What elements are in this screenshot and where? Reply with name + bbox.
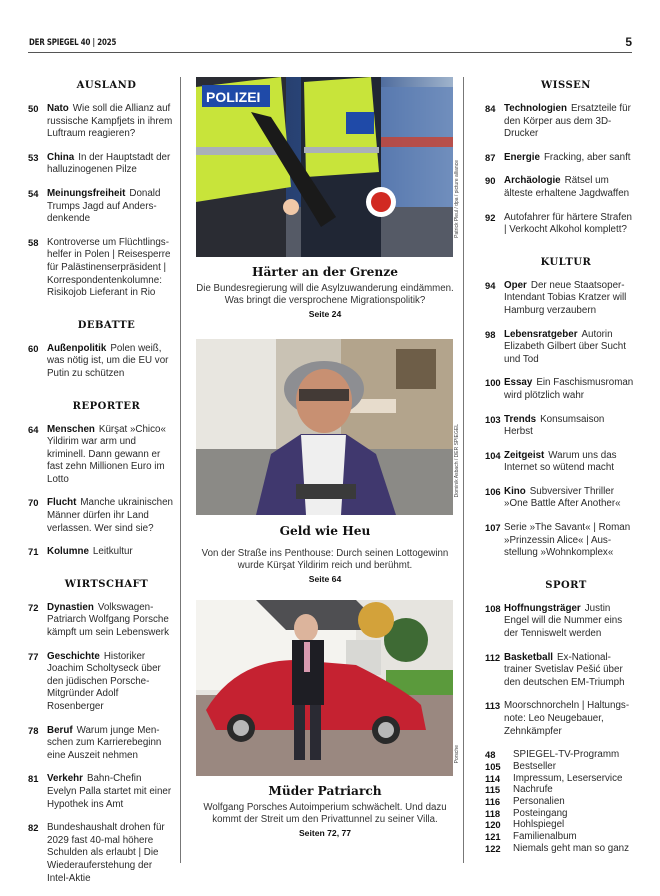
- story-mueder-patriarch[interactable]: [190, 784, 460, 838]
- masthead: DER SPIEGEL 40 | 2025: [29, 38, 117, 48]
- entry-text: [504, 152, 635, 165]
- photo-lotto-winner: [196, 339, 453, 515]
- entry-text: [47, 602, 173, 640]
- photo-credit: Dominik Asbach / DER SPIEGEL: [454, 424, 460, 498]
- toc-entry[interactable]: [28, 822, 173, 885]
- entry-keyword: Dynastien: [47, 601, 94, 613]
- toc-entry[interactable]: [485, 450, 635, 475]
- entry-description: Autofahrer für härtere Strafen | Verkocht Alkohol komplett?: [504, 211, 632, 236]
- entry-text: [504, 603, 635, 641]
- entry-page-number: 78: [28, 724, 39, 736]
- misc-page-number: 121: [485, 831, 501, 843]
- misc-page-number: 120: [485, 819, 501, 831]
- story-page-ref: Seiten 72, 77: [298, 827, 352, 838]
- misc-list-item[interactable]: [485, 808, 635, 820]
- misc-list-item[interactable]: [485, 796, 635, 808]
- misc-label: Personalien: [513, 796, 565, 807]
- entry-page-number: 106: [485, 485, 501, 497]
- column-divider-left: [180, 77, 181, 863]
- toc-entry[interactable]: [485, 700, 635, 738]
- misc-list-item[interactable]: [485, 749, 635, 761]
- entry-text: [504, 652, 635, 690]
- entry-page-number: 84: [485, 103, 496, 114]
- toc-entry[interactable]: [485, 280, 635, 318]
- entry-page-number: 50: [28, 103, 39, 114]
- entry-page-number: 112: [485, 651, 501, 663]
- entry-description: Rätsel um älteste erhaltene Jagdwaffen: [504, 175, 630, 199]
- toc-entry[interactable]: [28, 497, 173, 535]
- entry-description: Subversiver Thriller »One Battle After Another«: [504, 485, 621, 510]
- entry-text: [504, 329, 635, 367]
- entry-keyword: Meinungsfreiheit: [47, 187, 126, 199]
- left-column: [28, 80, 173, 896]
- entry-text: [47, 546, 173, 559]
- entry-text: [504, 414, 635, 439]
- entry-page-number: 77: [28, 650, 39, 662]
- toc-entry[interactable]: [28, 237, 173, 300]
- entry-text: [504, 280, 635, 318]
- entry-text: [47, 103, 173, 141]
- story-page-ref: Seite 64: [308, 573, 342, 584]
- entry-text: [504, 175, 635, 200]
- entry-page-number: 103: [485, 413, 501, 425]
- entry-description: Leitkultur: [92, 546, 133, 558]
- toc-entry[interactable]: [485, 212, 635, 237]
- entry-page-number: 108: [485, 602, 501, 614]
- entry-page-number: 87: [485, 151, 496, 163]
- toc-entry[interactable]: [28, 725, 173, 763]
- entry-text: [504, 522, 635, 560]
- toc-entry[interactable]: [485, 329, 635, 367]
- section-title: WISSEN: [541, 80, 591, 91]
- misc-list-item[interactable]: [485, 843, 635, 855]
- entry-description: Serie »The Savant« | Roman »Prinzessin Alice« | Ausstellung »Wohnkomplex«: [504, 522, 631, 559]
- misc-list: [485, 749, 635, 854]
- toc-entry[interactable]: [28, 103, 173, 141]
- misc-page-number: 122: [485, 842, 501, 854]
- entry-description: Polen weiß, was nötig ist, um die EU vor Putin zu schützen: [47, 342, 169, 379]
- entry-keyword: Energie: [504, 151, 540, 163]
- misc-list-item[interactable]: [485, 761, 635, 773]
- entry-text: [47, 725, 173, 763]
- section-title: REPORTER: [72, 400, 141, 412]
- entry-description: Autorin Elizabeth Gilbert über Sucht und Tod: [504, 328, 626, 365]
- entry-text: [504, 450, 635, 475]
- entry-page-number: 70: [28, 497, 39, 509]
- entry-keyword: Geschichte: [47, 650, 100, 662]
- entry-description: Warum junge Menschen zum Karrierebeginn eine Auszeit nehmen: [47, 724, 162, 761]
- misc-list-item[interactable]: [485, 819, 635, 831]
- entry-text: [47, 237, 173, 300]
- misc-page-number: 48: [485, 749, 496, 761]
- toc-entry[interactable]: [485, 486, 635, 511]
- section-title: KULTUR: [540, 256, 592, 268]
- story-border[interactable]: [190, 265, 460, 319]
- entry-description: Ersatzteile für den Körper aus dem 3D-Drucker: [504, 103, 631, 140]
- misc-label: SPIEGEL-TV-Programm: [513, 749, 620, 761]
- misc-page-number: 118: [485, 807, 501, 819]
- entry-text: [47, 773, 173, 811]
- entry-keyword: Kolumne: [47, 546, 89, 558]
- story-dek: Von der Straße ins Penthouse: Durch seinen Lottogewinn wurde Kürşat Yildirim reich und berühmt.: [201, 548, 449, 572]
- photo-porsche-villa: [196, 600, 453, 776]
- misc-list-item[interactable]: [485, 831, 635, 843]
- page-header: [28, 37, 632, 53]
- entry-keyword: Beruf: [47, 724, 73, 736]
- toc-entry[interactable]: [485, 152, 635, 165]
- entry-page-number: 100: [485, 377, 501, 389]
- entry-text: [47, 152, 173, 177]
- misc-label: Posteingang: [513, 807, 568, 819]
- entry-text: [47, 424, 173, 487]
- entry-description: Ex-Nationaltrainer Svetislav Pešić über den deutschen EM-Triumph: [504, 651, 625, 688]
- toc-entry[interactable]: [28, 343, 173, 381]
- entry-keyword: Kino: [504, 485, 526, 497]
- entry-page-number: 113: [485, 700, 501, 712]
- entry-text: [504, 486, 635, 511]
- entry-keyword: Archäologie: [504, 175, 561, 187]
- entry-keyword: Basketball: [504, 651, 554, 663]
- entry-page-number: 98: [485, 328, 496, 340]
- entry-description: Fracking, aber sanft: [543, 151, 631, 163]
- toc-entry[interactable]: [28, 602, 173, 640]
- entry-page-number: 81: [28, 773, 39, 785]
- entry-page-number: 104: [485, 449, 501, 461]
- entry-text: [47, 651, 173, 714]
- section-title: DEBATTE: [77, 319, 136, 331]
- entry-description: Kontroverse um Flüchtlingshelfer in Polen | Reisesperre für Palästinenserpräsident | Korrespondentenkolumne: Risikojob Lieferant in Rio: [47, 236, 171, 299]
- entry-page-number: 71: [28, 546, 39, 558]
- entry-page-number: 60: [28, 342, 39, 354]
- right-column: [485, 80, 635, 855]
- column-divider-right: [463, 77, 464, 863]
- entry-description: Justin Engel will die Nummer eins der Tenniswelt werden: [504, 602, 623, 640]
- toc-entry[interactable]: [485, 175, 635, 200]
- entry-description: Kürşat »Chico« Yildirim war arm und kriminell. Dann gewann er fast zehn Millionen Euro im Lotto: [47, 423, 166, 485]
- misc-page-number: 114: [485, 772, 501, 784]
- entry-page-number: 53: [28, 151, 39, 163]
- entry-description: In der Hauptstadt der halluzinogenen Pilze: [47, 151, 171, 176]
- story-title: Geld wie Heu: [279, 524, 371, 538]
- entry-keyword: Menschen: [47, 423, 95, 435]
- entry-keyword: Essay: [504, 377, 533, 389]
- toc-entry[interactable]: [485, 414, 635, 439]
- story-dek: Wolfgang Porsches Autoimperium schwächelt. Und dazu kommt der Streit um den Privattunnel zu seiner Villa.: [203, 802, 447, 826]
- toc-entry[interactable]: [485, 103, 635, 141]
- story-dek: Die Bundesregierung will die Asylzuwanderung eindämmen. Was bringt die versprochene Migrationspolitik?: [196, 283, 454, 307]
- photo-credit: Porsche: [454, 745, 460, 764]
- entry-description: Donald Trumps Jagd auf Andersdenkende: [47, 187, 161, 225]
- entry-keyword: Hoffnungsträger: [504, 602, 581, 614]
- entry-description: Der neue Staatsoper-Intendant Tobias Kratzer will Hamburg verzaubern: [504, 279, 627, 316]
- story-geld-wie-heu[interactable]: [190, 524, 460, 584]
- toc-entry[interactable]: [485, 652, 635, 690]
- entry-keyword: Lebensratgeber: [504, 328, 578, 340]
- entry-page-number: 92: [485, 211, 496, 223]
- entry-description: Warum uns das Internet so wütend macht: [504, 449, 617, 474]
- toc-entry[interactable]: [28, 773, 173, 811]
- photo-label: POLIZEI: [206, 89, 261, 105]
- entry-description: Wie soll die Allianz auf russische Kampfjets in ihrem Luftraum reagieren?: [47, 103, 173, 140]
- toc-entry[interactable]: [28, 546, 173, 559]
- toc-entry[interactable]: [28, 152, 173, 177]
- misc-label: Nachrufe: [513, 784, 553, 796]
- entry-text: [504, 212, 635, 237]
- entry-description: Moorschnorcheln | Haltungsnote: Leo Neugebauer, Zehnkämpfer: [504, 700, 630, 737]
- entry-description: Ein Faschismusroman wird plötzlich wahr: [504, 377, 634, 401]
- toc-entry[interactable]: [485, 377, 635, 402]
- entry-page-number: 54: [28, 187, 39, 199]
- entry-text: [47, 343, 173, 381]
- entry-page-number: 94: [485, 279, 496, 291]
- entry-keyword: China: [47, 151, 75, 163]
- entry-keyword: Verkehr: [47, 773, 83, 785]
- page-number: 5: [625, 35, 632, 49]
- misc-list-item[interactable]: [485, 784, 635, 796]
- entry-text: [47, 497, 173, 535]
- entry-description: Bahn-Chefin Evelyn Palla startet mit einer Hypothek ins Amt: [47, 773, 172, 810]
- entry-text: [504, 700, 635, 738]
- misc-label: Niemals geht man so ganz: [513, 842, 629, 854]
- section-title: AUSLAND: [76, 80, 137, 91]
- misc-label: Bestseller: [513, 760, 557, 772]
- entry-text: [47, 822, 173, 885]
- toc-entry[interactable]: [28, 424, 173, 487]
- story-title: Härter an der Grenze: [252, 265, 398, 279]
- photo-credit: Patrick Pleul / dpa / picture alliance: [454, 160, 460, 238]
- entry-keyword: Nato: [47, 103, 69, 114]
- photo-border-police: [196, 77, 453, 257]
- entry-description: Historiker Joachim Scholtyseck über den jüdischen Porsche-Mitgründer Adolf Rosenberger: [47, 650, 161, 712]
- misc-label: Hohlspiegel: [513, 819, 565, 831]
- misc-page-number: 115: [485, 784, 501, 796]
- misc-page-number: 116: [485, 796, 501, 807]
- entry-description: Konsumsaison Herbst: [504, 413, 605, 438]
- entry-keyword: Zeitgeist: [504, 449, 545, 461]
- entry-page-number: 107: [485, 522, 501, 534]
- entry-text: [504, 377, 635, 402]
- entry-keyword: Oper: [504, 279, 527, 291]
- toc-entry[interactable]: [28, 188, 173, 226]
- section-title: SPORT: [545, 579, 587, 591]
- entry-page-number: 72: [28, 601, 39, 613]
- entry-text: [504, 103, 635, 141]
- story-page-ref: Seite 24: [308, 308, 342, 319]
- misc-page-number: 105: [485, 760, 501, 772]
- entry-description: Volkswagen-Patriarch Wolfgang Porsche kämpft um sein Lebenswerk: [47, 601, 169, 639]
- entry-page-number: 90: [485, 175, 496, 187]
- entry-keyword: Technologien: [504, 103, 567, 114]
- toc-entry[interactable]: [28, 651, 173, 714]
- entry-page-number: 82: [28, 822, 39, 834]
- entry-page-number: 64: [28, 423, 39, 435]
- entry-keyword: Trends: [504, 413, 537, 425]
- entry-description: Bundeshaushalt drohen für 2029 fast 40-mal höhere Schulden als erlaubt | Die Wiederauferstehung der Intel-Aktie: [47, 822, 165, 884]
- misc-label: Impressum, Leserservice: [513, 772, 623, 784]
- toc-entry[interactable]: [485, 522, 635, 560]
- entry-description: Manche ukrainischen Männer dürfen ihr Land verlassen. Wer sind sie?: [47, 497, 173, 534]
- misc-list-item[interactable]: [485, 773, 635, 785]
- entry-page-number: 58: [28, 236, 39, 248]
- toc-entry[interactable]: [485, 603, 635, 641]
- story-title: Müder Patriarch: [268, 784, 382, 798]
- misc-label: Familienalbum: [513, 831, 577, 843]
- entry-keyword: Flucht: [47, 497, 77, 509]
- section-title: WIRTSCHAFT: [64, 578, 149, 590]
- entry-text: [47, 188, 173, 226]
- entry-keyword: Außenpolitik: [47, 342, 107, 354]
